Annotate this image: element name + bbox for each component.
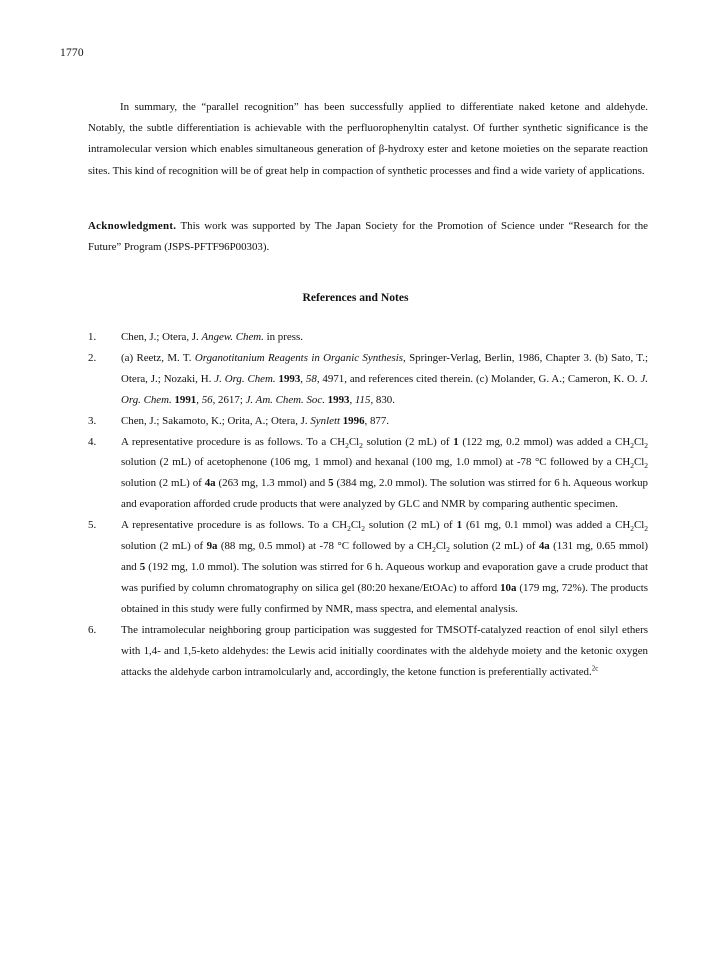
reference-text: solution (2 mL) of bbox=[364, 519, 457, 532]
reference-volume: 56 bbox=[201, 393, 213, 406]
reference-text: solution (2 mL) of bbox=[449, 540, 539, 553]
reference-text: solution (2 mL) of bbox=[121, 477, 205, 490]
reference-text: , bbox=[349, 393, 355, 406]
reference-text: (131 mg, 0.65 mmol) and bbox=[121, 540, 648, 573]
reference-text: A representative procedure is as follows. To a CH bbox=[121, 435, 346, 448]
footnote-superscript: 2c bbox=[591, 663, 599, 672]
reference-text: Cl bbox=[350, 519, 362, 532]
subscript: 2 bbox=[630, 461, 634, 471]
reference-text: solution (2 mL) of bbox=[362, 435, 454, 448]
acknowledgment-heading: Acknowledgment. bbox=[88, 220, 177, 232]
reference-text: Cl bbox=[633, 435, 645, 448]
subscript: 2 bbox=[432, 545, 436, 555]
reference-number: 3. bbox=[88, 414, 97, 427]
compound-number: 1 bbox=[453, 435, 459, 448]
subscript: 2 bbox=[630, 524, 634, 534]
reference-text: Cl bbox=[633, 456, 645, 469]
reference-text: in press. bbox=[263, 331, 303, 343]
subscript: 2 bbox=[630, 440, 634, 450]
journal-name: J. Org. Chem. bbox=[214, 372, 276, 385]
subscript: 2 bbox=[359, 440, 363, 450]
reference-text: solution (2 mL) of acetophenone (106 mg, 1 mmol) and hexanal (100 mg, 1.0 mmol) at -78 °C followed by a CH bbox=[121, 456, 631, 469]
reference-year: 1993 bbox=[278, 372, 301, 385]
compound-number: 5 bbox=[328, 477, 334, 490]
reference-item bbox=[88, 432, 648, 516]
compound-number: 4a bbox=[204, 477, 216, 490]
reference-year: 1991 bbox=[174, 393, 197, 406]
reference-item bbox=[88, 515, 648, 620]
compound-number: 5 bbox=[139, 560, 146, 573]
reference-text: , bbox=[196, 393, 202, 406]
reference-text: (122 mg, 0.2 mmol) was added a CH bbox=[458, 435, 631, 448]
subscript: 2 bbox=[644, 440, 648, 450]
reference-number: 4. bbox=[88, 435, 97, 448]
subscript: 2 bbox=[361, 524, 365, 534]
reference-text: Cl bbox=[348, 435, 360, 448]
subscript: 2 bbox=[644, 461, 648, 471]
reference-text: (192 mg, 1.0 mmol). The solution was stirred for 6 h. Aqueous workup and evaporation gave a crude product that was purified by column chromatography on silica gel (80:20 hexane/EtOAc) to afford bbox=[121, 560, 649, 594]
book-title: Organotitanium Reagents in Organic Synthesis bbox=[194, 351, 403, 364]
reference-text: A representative procedure is as follows. To a CH bbox=[121, 519, 348, 532]
reference-item bbox=[88, 348, 648, 411]
reference-text: (88 mg, 0.5 mmol) at -78 °C followed by a CH bbox=[217, 540, 433, 553]
reference-year: 1993 bbox=[327, 393, 350, 406]
subscript: 2 bbox=[345, 440, 349, 450]
reference-text: , 830. bbox=[370, 393, 395, 406]
journal-name: J. Org. Chem. bbox=[121, 372, 648, 406]
reference-text: Chen, J.; Otera, J. bbox=[121, 331, 202, 343]
subscript: 2 bbox=[644, 524, 648, 534]
reference-item bbox=[88, 411, 648, 432]
reference-text: Chen, J.; Sakamoto, K.; Orita, A.; Otera, J. bbox=[121, 414, 311, 427]
summary-paragraph: In summary, the “parallel recognition” has been successfully applied to differentiate naked ketone and aldehyde. Notably, the subtle differentiation is achievable with the perfluorophenyltin catalyst. Of further synthetic significance is the intramolecular version which enables simultaneous generation of β-hydroxy ester and ketone moieties on the separate reaction sites. This kind of recognition will be of great help in compaction of synthetic processes and find a wide variety of applications. bbox=[88, 101, 648, 177]
compound-number: 1 bbox=[456, 519, 463, 532]
acknowledgment-text: This work was supported by The Japan Society for the Promotion of Science under “Research for the Future” Program (JSPS-PFTF96P00303). bbox=[88, 220, 648, 254]
reference-text: The intramolecular neighboring group participation was suggested for TMSOTf-catalyzed reaction of enol silyl ethers with 1,4- and 1,5-keto aldehydes: the Lewis acid initially coordinates with the aldehyde moiety and the ketonic oxygen attacks the aldehyde carbon intramolcularly and, accordingly, the ketone function is preferentially activated. bbox=[121, 623, 648, 678]
reference-text: (a) Reetz, M. T. bbox=[121, 351, 195, 364]
reference-text: solution (2 mL) of bbox=[121, 540, 207, 553]
reference-volume: 115 bbox=[354, 393, 371, 406]
subscript: 2 bbox=[446, 545, 450, 555]
reference-item bbox=[88, 327, 648, 348]
journal-name: Angew. Chem. bbox=[201, 331, 264, 343]
journal-name: Synlett bbox=[310, 414, 340, 427]
reference-volume: 58 bbox=[305, 372, 317, 385]
reference-year: 1996 bbox=[342, 414, 365, 427]
reference-text: (263 mg, 1.3 mmol) and bbox=[215, 477, 329, 490]
page-number: 1770 bbox=[60, 47, 84, 59]
reference-number: 6. bbox=[88, 623, 97, 636]
reference-text: (61 mg, 0.1 mmol) was added a CH bbox=[462, 519, 631, 532]
subscript: 2 bbox=[347, 524, 351, 534]
references-title: References and Notes bbox=[302, 291, 409, 304]
reference-text: , bbox=[300, 372, 306, 385]
reference-text: (384 mg, 2.0 mmol). The solution was stirred for 6 h. Aqueous workup and evaporation afforded crude products that were analyzed by GLC and NMR by comparing authentic specimen. bbox=[121, 477, 648, 511]
reference-text: Cl bbox=[633, 519, 645, 532]
compound-number: 10a bbox=[500, 581, 517, 594]
reference-text: , 4971, and references cited therein. (c) Molander, G. A.; Cameron, K. O. bbox=[316, 372, 641, 385]
reference-text: , Springer-Verlag, Berlin, 1986, Chapter 3. (b) Sato, T.; Otera, J.; Nozaki, H. bbox=[121, 351, 648, 385]
journal-name: J. Am. Chem. Soc. bbox=[245, 393, 325, 406]
reference-text: , 2617; bbox=[212, 393, 246, 406]
compound-number: 4a bbox=[538, 540, 550, 553]
reference-text: Cl bbox=[435, 540, 447, 553]
reference-text: , 877. bbox=[364, 414, 390, 427]
reference-text: (179 mg, 72%). The products obtained in this study were fully confirmed by NMR, mass spectra, and elemental analysis. bbox=[121, 581, 648, 615]
reference-number: 2. bbox=[88, 351, 97, 364]
acknowledgment-paragraph bbox=[88, 216, 648, 258]
reference-number: 1. bbox=[88, 331, 97, 343]
references-list bbox=[88, 327, 648, 682]
compound-number: 9a bbox=[206, 540, 218, 553]
reference-number: 5. bbox=[88, 519, 97, 532]
reference-item bbox=[88, 620, 648, 683]
